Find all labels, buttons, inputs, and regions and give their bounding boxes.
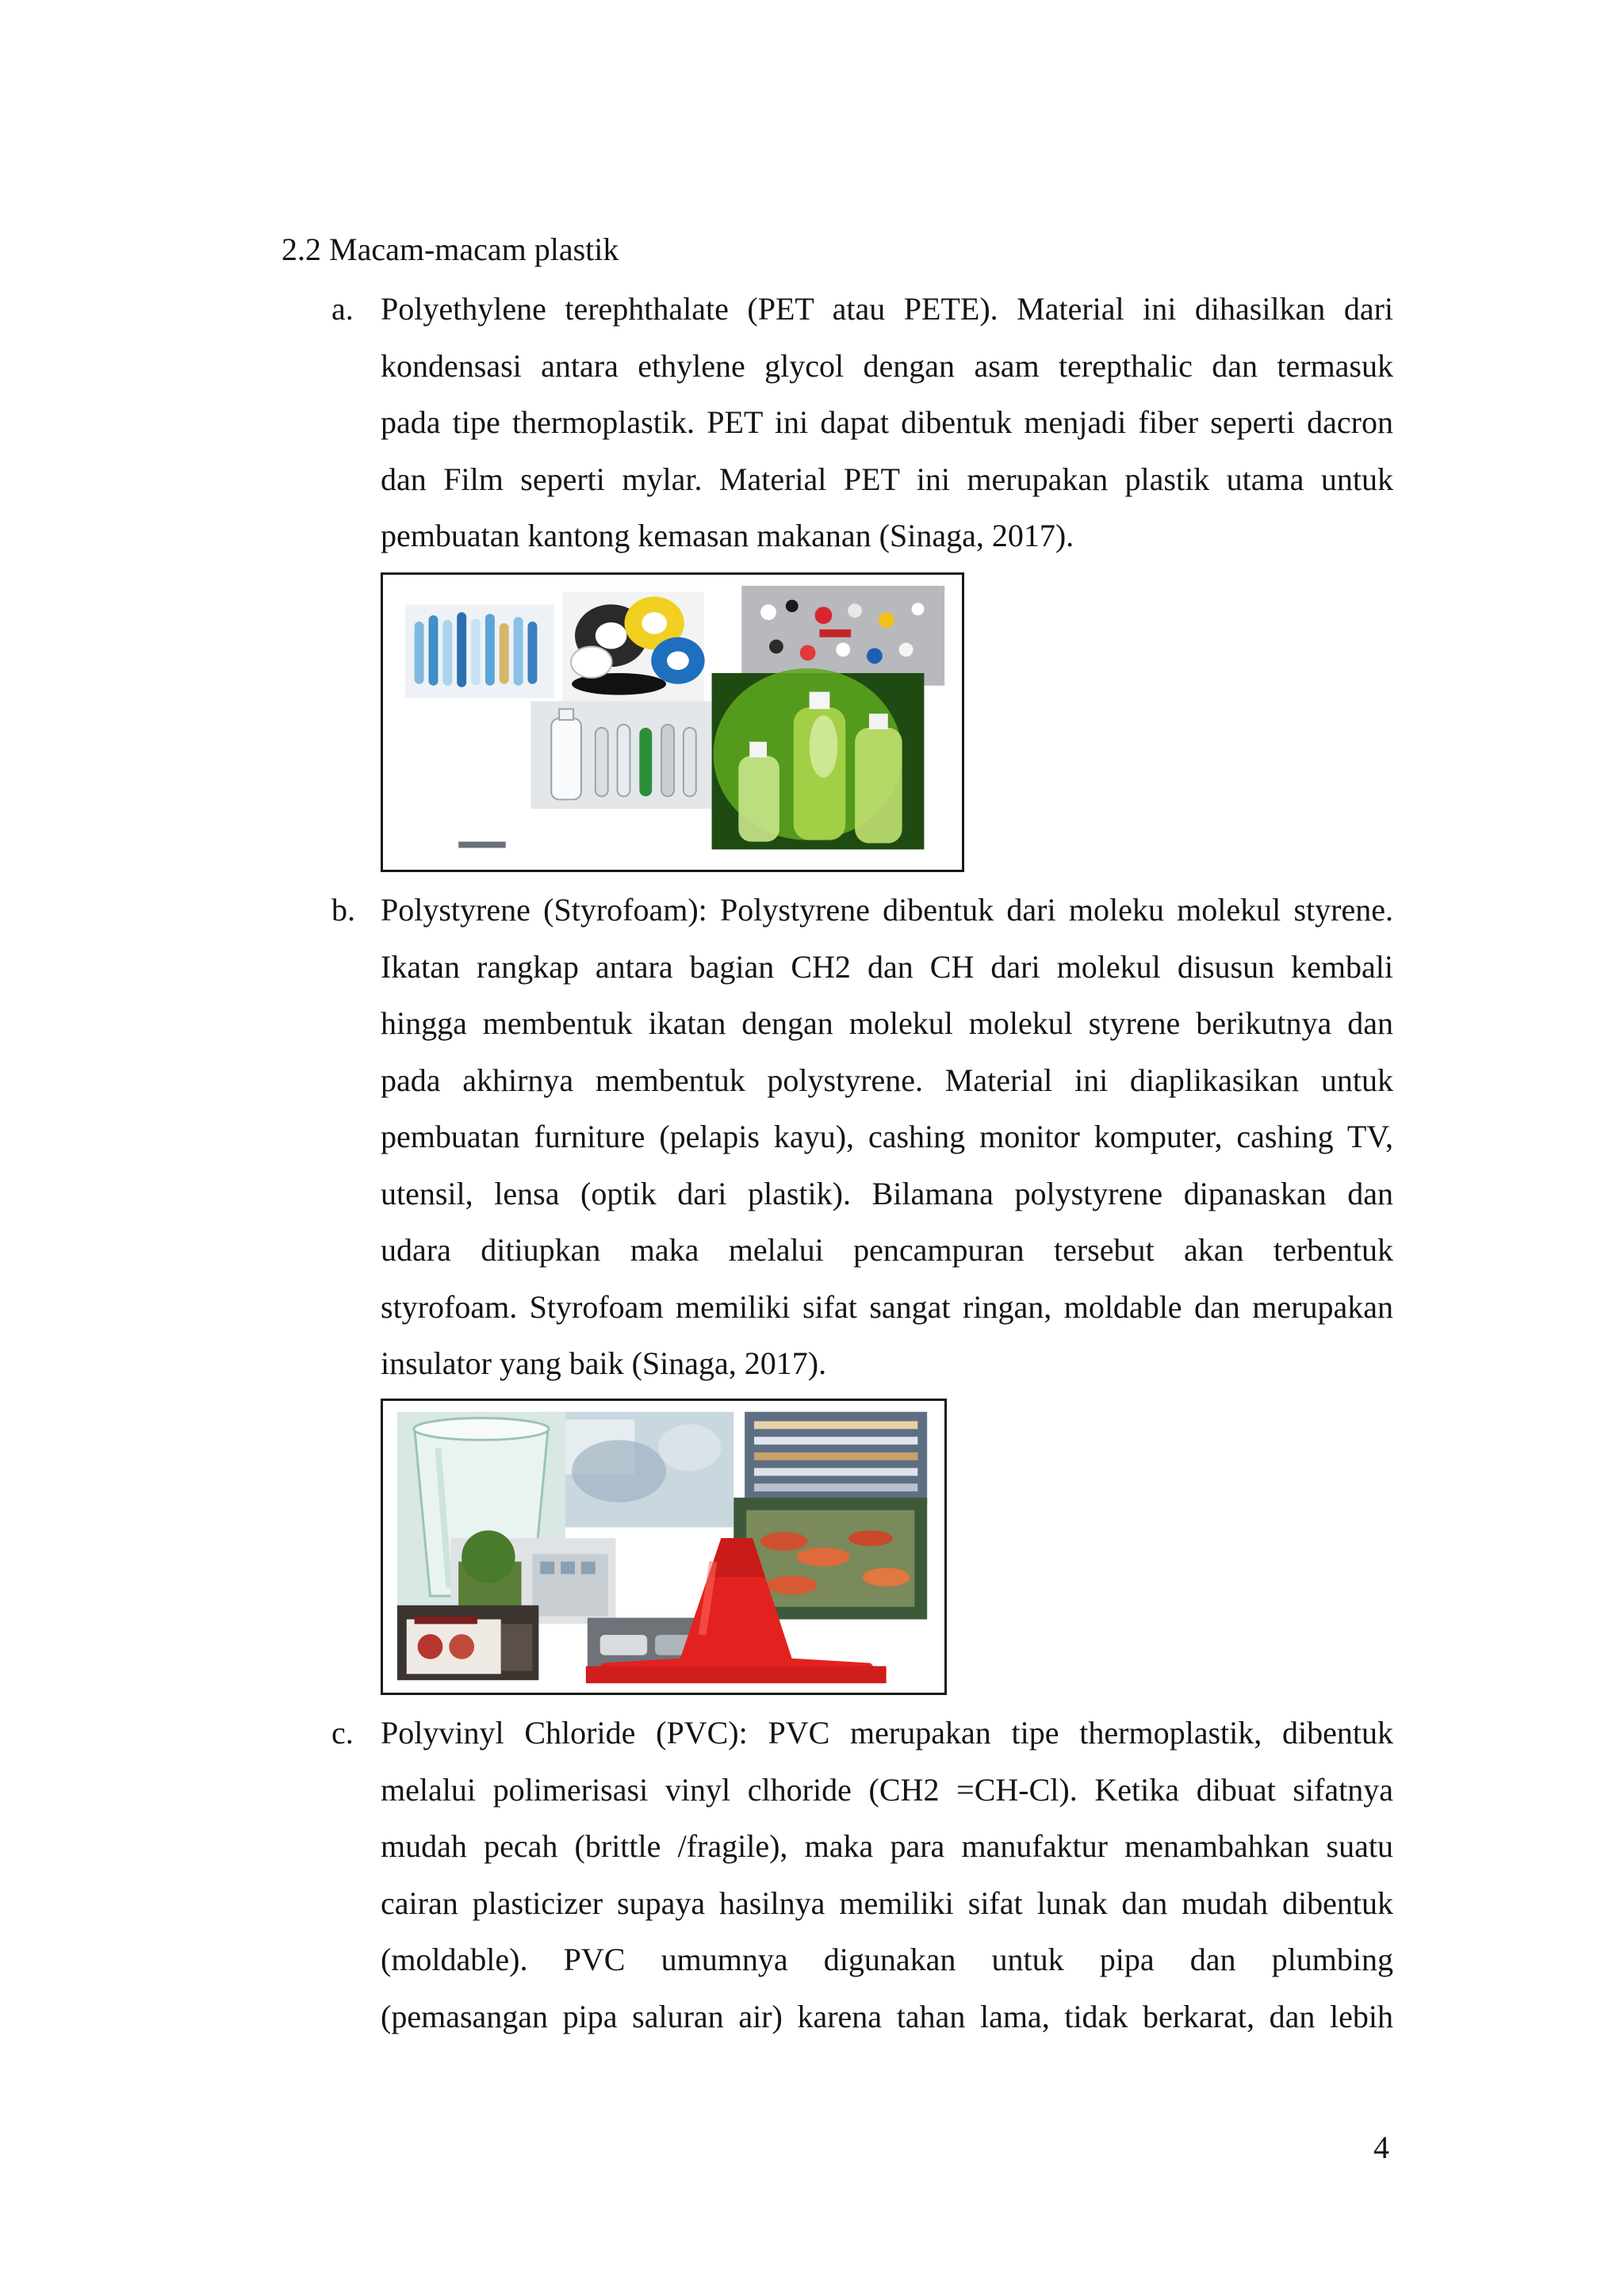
list-marker-a: a. <box>331 291 354 327</box>
text-line: pembuatan furniture (pelapis kayu), cashing monitor komputer, cashing TV, <box>381 1119 1393 1154</box>
polystyrene-products-image <box>381 1399 947 1695</box>
text-line: Ikatan rangkap antara bagian CH2 dan CH dari molekul disusun kembali <box>381 948 1393 985</box>
tapes-photo <box>562 592 705 702</box>
preforms-photo <box>405 604 554 698</box>
text-line: utensil, lensa (optik dari plastik). Bilamana polystyrene dipanaskan dan <box>381 1175 1393 1211</box>
text-line: pada akhirnya membentuk polystyrene. Material ini diaplikasikan untuk <box>381 1062 1393 1098</box>
pet-products-image <box>381 572 964 872</box>
text-line: pembuatan kantong kemasan makanan (Sinaga, 2017). <box>381 518 1074 553</box>
text-line: Polyethylene terephthalate (PET atau PETE). Material ini dihasilkan dari <box>381 291 1393 327</box>
text-line: Polyvinyl Chloride (PVC): PVC merupakan tipe thermoplastik, dibentuk <box>381 1715 1393 1751</box>
text-line: kondensasi antara ethylene glycol dengan asam terepthalic dan termasuk <box>381 347 1393 384</box>
paragraph-pvc <box>381 1714 1393 2054</box>
shelves-photo <box>745 1412 927 1504</box>
text-line: styrofoam. Styrofoam memiliki sifat sangat ringan, moldable dan merupakan <box>381 1288 1393 1325</box>
text-line: insulator yang baik (Sinaga, 2017). <box>381 1345 827 1381</box>
text-line: (moldable). PVC umumnya digunakan untuk pipa dan plumbing <box>381 1942 1393 1977</box>
caps-photo <box>741 586 944 686</box>
text-line: hingga membentuk ikatan dengan molekul molekul styrene berikutnya dan <box>381 1005 1393 1041</box>
section-heading: 2.2 Macam-macam plastik <box>282 232 619 267</box>
text-line: melalui polimerisasi vinyl clhoride (CH2 =CH-Cl). Ketika dibuat sifatnya <box>381 1771 1393 1808</box>
bottles-photo <box>530 701 713 809</box>
list-marker-c: c. <box>331 1715 354 1751</box>
paragraph-polystyrene <box>381 891 1393 1402</box>
packaging-photo <box>397 1605 538 1680</box>
text-line: pada tipe thermoplastik. PET ini dapat dibentuk menjadi fiber seperti dacron <box>381 404 1393 440</box>
list-marker-b: b. <box>331 892 355 928</box>
text-line: udara ditiupkan maka melalui pencampuran tersebut akan terbentuk <box>381 1232 1393 1268</box>
text-line: Polystyrene (Styrofoam): Polystyrene dibentuk dari moleku molekul styrene. <box>381 892 1393 928</box>
paragraph-pet <box>381 290 1393 574</box>
text-line: dan Film seperti mylar. Material PET ini merupakan plastik utama untuk <box>381 461 1393 497</box>
text-line: cairan plasticizer supaya hasilnya memiliki sifat lunak dan mudah dibentuk <box>381 1885 1393 1921</box>
text-line: mudah pecah (brittle /fragile), maka para manufaktur menambahkan suatu <box>381 1828 1393 1864</box>
page-number: 4 <box>1373 2130 1389 2165</box>
text-line: (pemasangan pipa saluran air) karena tahan lama, tidak berkarat, dan lebih <box>381 1998 1393 2034</box>
green-bottles-photo <box>712 668 925 849</box>
